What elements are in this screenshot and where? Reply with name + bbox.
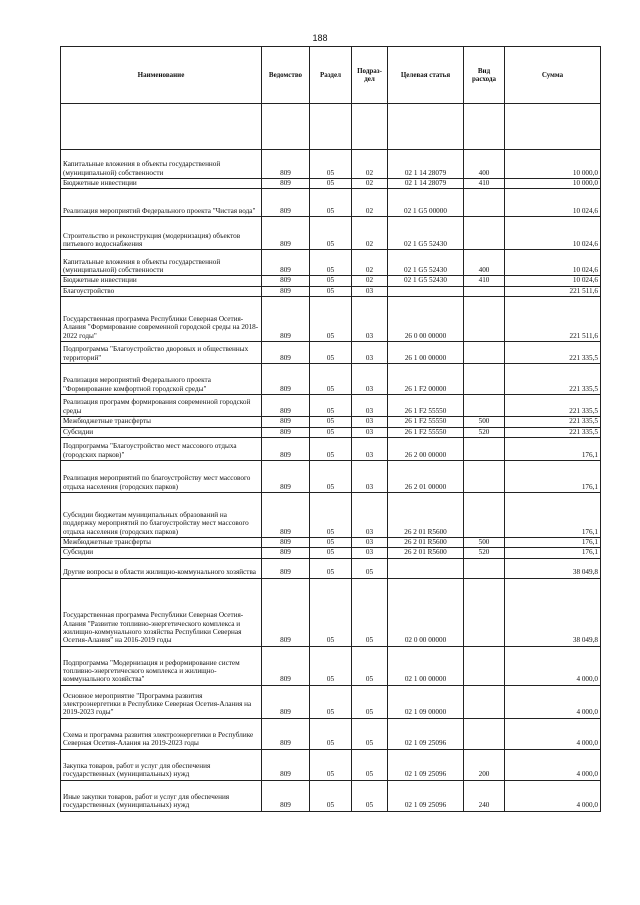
row-target: 26 1 F2 55550 [388,417,464,427]
row-name: Подпрограмма "Модернизация и реформирование систем топливно-энергетического комплекса и жилищно-коммунального хозяйства" [61,646,262,685]
row-target: 02 1 G5 00000 [388,189,464,217]
budget-table [60,46,601,812]
row-department: 809 [262,417,310,427]
row-name: Субсидии бюджетам муниципальных образований на поддержку мероприятий по благоустройству мест массового отдыха населения (городских парков) [61,493,262,538]
row-department: 809 [262,548,310,558]
row-target: 26 1 F2 00000 [388,364,464,395]
row-name: Строительство и реконструкция (модернизация) объектов питьевого водоснабжения [61,217,262,250]
row-target: 26 2 01 R5600 [388,538,464,548]
row-sum: 4 000,0 [505,685,601,718]
row-department: 809 [262,276,310,286]
row-expense-type: 200 [464,749,505,780]
row-department: 809 [262,189,310,217]
row-department: 809 [262,461,310,493]
header-sum: Сумма [505,47,601,104]
table-row [61,297,601,342]
table-row [61,558,601,578]
row-expense-type [464,342,505,364]
page-number: 188 [312,33,328,43]
row-sum: 4 000,0 [505,718,601,749]
row-subsection: 02 [352,217,388,250]
header-section: Раздел [310,47,352,104]
row-subsection: 03 [352,342,388,364]
row-section: 05 [310,438,352,461]
row-section: 05 [310,749,352,780]
row-expense-type: 500 [464,538,505,548]
row-department: 809 [262,427,310,437]
row-section: 05 [310,179,352,189]
row-sum: 10 000,0 [505,150,601,179]
table-spacer-row [61,104,601,150]
table-row [61,438,601,461]
row-department: 809 [262,342,310,364]
row-sum: 176,1 [505,438,601,461]
row-department: 809 [262,685,310,718]
row-target: 02 1 09 25096 [388,780,464,811]
row-name: Государственная программа Республики Северная Осетия-Алания "Развитие топливно-энергетического комплекса и жилищно-коммунального хозяйства Республики Северная Осетия-Алания" на 2016-2019 годы [61,578,262,646]
row-department: 809 [262,217,310,250]
table-row [61,646,601,685]
row-sum: 4 000,0 [505,780,601,811]
row-section: 05 [310,417,352,427]
row-name: Основное мероприятие "Программа развития электроэнергетики в Республике Северная Осетия-Алания на 2019-2023 годы" [61,685,262,718]
row-section: 05 [310,286,352,296]
row-expense-type [464,461,505,493]
row-sum: 176,1 [505,538,601,548]
row-name: Реализация мероприятий по благоустройству мест массового отдыха населения (городских парков) [61,461,262,493]
row-department: 809 [262,438,310,461]
row-name: Межбюджетные трансферты [61,417,262,427]
row-sum: 221 511,6 [505,286,601,296]
row-subsection: 03 [352,538,388,548]
row-section: 05 [310,217,352,250]
row-expense-type [464,493,505,538]
row-section: 05 [310,364,352,395]
header-name: Наименование [61,47,262,104]
table-row [61,461,601,493]
row-target: 26 2 01 00000 [388,461,464,493]
table-row [61,276,601,286]
row-expense-type: 240 [464,780,505,811]
row-name: Бюджетные инвестиции [61,276,262,286]
row-name: Реализация программ формирования современной городской среды [61,395,262,417]
row-sum: 38 049,8 [505,578,601,646]
row-subsection: 02 [352,179,388,189]
row-department: 809 [262,150,310,179]
row-expense-type [464,364,505,395]
row-subsection: 03 [352,395,388,417]
row-expense-type: 410 [464,179,505,189]
row-subsection: 03 [352,297,388,342]
table-row [61,150,601,179]
table-row [61,718,601,749]
row-name: Государственная программа Республики Северная Осетия-Алания "Формирование современной городской среды на 2018-2022 годы" [61,297,262,342]
table-row [61,217,601,250]
table-row [61,286,601,296]
row-expense-type [464,718,505,749]
row-expense-type [464,286,505,296]
row-subsection: 02 [352,276,388,286]
row-name: Капитальные вложения в объекты государственной (муниципальной) собственности [61,150,262,179]
row-name: Межбюджетные трансферты [61,538,262,548]
table-row [61,342,601,364]
row-department: 809 [262,646,310,685]
row-department: 809 [262,297,310,342]
row-subsection: 05 [352,685,388,718]
row-subsection: 05 [352,646,388,685]
row-sum: 10 024,6 [505,189,601,217]
row-expense-type: 520 [464,427,505,437]
row-department: 809 [262,749,310,780]
row-target: 26 2 00 00000 [388,438,464,461]
row-expense-type: 400 [464,250,505,276]
row-section: 05 [310,718,352,749]
row-subsection: 02 [352,189,388,217]
header-department: Ведомство [262,47,310,104]
row-sum: 221 335,5 [505,364,601,395]
header-target: Целевая статья [388,47,464,104]
row-subsection: 03 [352,364,388,395]
row-section: 05 [310,578,352,646]
row-department: 809 [262,558,310,578]
row-subsection: 03 [352,286,388,296]
row-department: 809 [262,578,310,646]
row-name: Бюджетные инвестиции [61,179,262,189]
table-row [61,578,601,646]
table-header [61,47,601,104]
row-sum: 10 024,6 [505,250,601,276]
row-sum: 221 335,5 [505,417,601,427]
row-sum: 176,1 [505,548,601,558]
row-section: 05 [310,276,352,286]
row-target: 26 1 F2 55550 [388,427,464,437]
row-subsection: 05 [352,558,388,578]
row-target: 02 1 G5 52430 [388,250,464,276]
row-target [388,558,464,578]
row-section: 05 [310,250,352,276]
row-section: 05 [310,342,352,364]
row-sum: 4 000,0 [505,646,601,685]
table-row [61,548,601,558]
row-department: 809 [262,179,310,189]
row-section: 05 [310,538,352,548]
row-expense-type [464,297,505,342]
row-name: Капитальные вложения в объекты государственной (муниципальной) собственности [61,250,262,276]
row-sum: 10 000,0 [505,179,601,189]
row-name: Благоустройство [61,286,262,296]
row-expense-type [464,578,505,646]
table-row [61,364,601,395]
row-section: 05 [310,150,352,179]
row-department: 809 [262,364,310,395]
table-row [61,685,601,718]
table-row [61,780,601,811]
row-expense-type [464,395,505,417]
row-section: 05 [310,548,352,558]
row-target: 02 1 G5 52430 [388,217,464,250]
table-row [61,427,601,437]
row-section: 05 [310,461,352,493]
row-sum: 221 335,5 [505,427,601,437]
row-target: 02 1 09 00000 [388,685,464,718]
row-name: Субсидии [61,548,262,558]
row-subsection: 03 [352,461,388,493]
row-target: 26 0 00 00000 [388,297,464,342]
row-name: Реализация мероприятий Федерального проекта "Чистая вода" [61,189,262,217]
header-subsection: Подраз-дел [352,47,388,104]
row-target: 02 1 14 28079 [388,150,464,179]
row-expense-type: 400 [464,150,505,179]
row-subsection: 03 [352,417,388,427]
row-section: 05 [310,493,352,538]
row-section: 05 [310,780,352,811]
row-name: Схема и программа развития электроэнергетики в Республике Северная Осетия-Алания на 2019-2023 годы [61,718,262,749]
row-name: Иные закупки товаров, работ и услуг для обеспечения государственных (муниципальных) нужд [61,780,262,811]
row-expense-type [464,646,505,685]
header-expense-type: Вид расхода [464,47,505,104]
row-sum: 176,1 [505,461,601,493]
row-name: Другие вопросы в области жилищно-коммунального хозяйства [61,558,262,578]
table-row [61,417,601,427]
table-row [61,395,601,417]
row-subsection: 05 [352,718,388,749]
row-department: 809 [262,780,310,811]
row-sum: 221 335,5 [505,395,601,417]
row-subsection: 03 [352,493,388,538]
row-target: 02 1 G5 52430 [388,276,464,286]
row-subsection: 05 [352,749,388,780]
row-name: Закупка товаров, работ и услуг для обеспечения государственных (муниципальных) нужд [61,749,262,780]
table-row [61,493,601,538]
row-section: 05 [310,685,352,718]
table-row [61,749,601,780]
row-expense-type: 410 [464,276,505,286]
row-section: 05 [310,189,352,217]
row-sum: 10 024,6 [505,217,601,250]
row-name: Подпрограмма "Благоустройство дворовых и общественных территорий" [61,342,262,364]
row-department: 809 [262,395,310,417]
row-subsection: 03 [352,427,388,437]
row-name: Подпрограмма "Благоустройство мест массового отдыха (городских парков)" [61,438,262,461]
table-row [61,250,601,276]
row-target [388,286,464,296]
row-expense-type [464,189,505,217]
row-target: 02 1 09 25096 [388,718,464,749]
row-target: 26 2 01 R5600 [388,493,464,538]
row-section: 05 [310,558,352,578]
row-target: 02 1 14 28079 [388,179,464,189]
row-sum: 221 335,5 [505,342,601,364]
row-expense-type [464,558,505,578]
row-department: 809 [262,286,310,296]
row-department: 809 [262,493,310,538]
row-section: 05 [310,395,352,417]
table-body [61,104,601,812]
row-expense-type [464,217,505,250]
row-expense-type: 500 [464,417,505,427]
row-subsection: 05 [352,578,388,646]
row-sum: 38 049,8 [505,558,601,578]
row-target: 02 1 00 00000 [388,646,464,685]
row-target: 26 1 00 00000 [388,342,464,364]
row-subsection: 02 [352,150,388,179]
row-department: 809 [262,718,310,749]
row-target: 26 1 F2 55550 [388,395,464,417]
row-subsection: 03 [352,438,388,461]
row-target: 02 1 09 25096 [388,749,464,780]
row-target: 26 2 01 R5600 [388,548,464,558]
row-name: Субсидии [61,427,262,437]
table-row [61,538,601,548]
row-sum: 221 511,6 [505,297,601,342]
row-department: 809 [262,250,310,276]
row-expense-type: 520 [464,548,505,558]
row-expense-type [464,438,505,461]
row-target: 02 0 00 00000 [388,578,464,646]
table-row [61,179,601,189]
row-section: 05 [310,646,352,685]
row-name: Реализация мероприятий Федерального проекта "Формирование комфортной городской среды" [61,364,262,395]
row-section: 05 [310,297,352,342]
row-subsection: 03 [352,548,388,558]
row-subsection: 05 [352,780,388,811]
row-sum: 176,1 [505,493,601,538]
table-row [61,189,601,217]
row-sum: 4 000,0 [505,749,601,780]
row-section: 05 [310,427,352,437]
row-sum: 10 024,6 [505,276,601,286]
row-expense-type [464,685,505,718]
row-subsection: 02 [352,250,388,276]
row-department: 809 [262,538,310,548]
